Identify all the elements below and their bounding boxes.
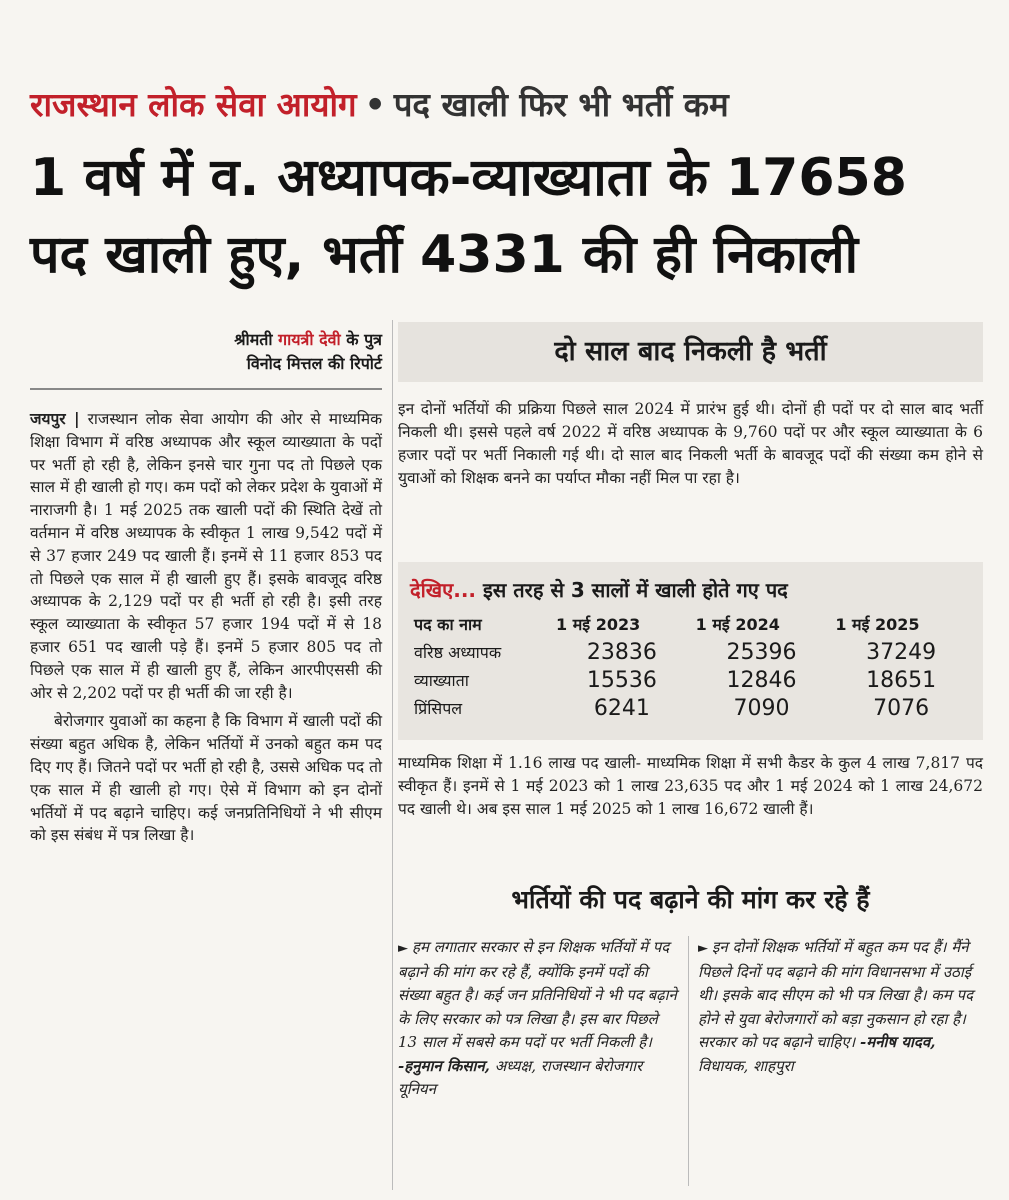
right-para-1: इन दोनों भर्तियों की प्रक्रिया पिछले साल 2024 में प्रारंभ हुई थी। दोनों ही पदों पर दो साल बाद भर्ती निकली थी। इससे पहले वर्ष 2022 में वरिष्ठ अध्यापक के 9,760 पदों पर और स्कूल व्याख्याता के 6 हजार पदों पर भर्ती निकाली गई थी। दो साल बाद निकली भर्ती के बावजूद पदों की संख्या कम होने से युवाओं को शिक्षक बनने का पर्याप्त मौका नहीं मिल पा रहा है। <box>398 400 983 487</box>
table-title-text: इस तरह से 3 सालों में खाली होते गए पद <box>482 578 788 602</box>
table-cell: 23836 <box>586 640 657 665</box>
kicker-line <box>30 80 980 130</box>
demand-heading: भर्तियों की पद बढ़ाने की मांग कर रहे हैं <box>511 885 870 914</box>
quote-1-text: हम लगातार सरकार से इन शिक्षक भर्तियों में पद बढ़ाने की मांग कर रहे हैं, क्योंकि इनमें पदों की संख्या बहुत है। कई जन प्रतिनिधियों ने भी पद बढ़ाने के लिए सरकार को पत्र लिखा है। इस बार पिछले 13 साल में सबसे कम पदों पर भर्ती निकली है। <box>398 938 677 1051</box>
dateline: जयपुर | <box>30 409 80 428</box>
table-cell: 15536 <box>586 668 657 693</box>
table-cell: 6241 <box>593 696 650 721</box>
table-cell: प्रिंसिपल <box>414 699 463 718</box>
table-cell: व्याख्याता <box>414 671 469 690</box>
vacancy-table-box <box>398 562 983 740</box>
table-row <box>410 639 971 667</box>
table-cell: 25396 <box>726 640 797 665</box>
table-cell: 37249 <box>866 640 937 665</box>
byline-highlight: गायत्री देवी <box>278 330 341 349</box>
byline <box>30 328 382 376</box>
table-header: पद का नाम <box>414 615 482 634</box>
table-title <box>410 576 971 603</box>
left-para-2: बेरोजगार युवाओं का कहना है कि विभाग में खाली पदों की संख्या बहुत अधिक है, लेकिन भर्तियों में उनको बहुत कम पद दिए गए हैं। जितने पदों पर भर्ती हो रही है, उससे अधिक पद तो एक साल में ही खाली हो गए। ऐसे में विभाग को इन दोनों भर्तियों में पद बढ़ाने चाहिए। कई जनप्रतिनिधियों ने भी सीएम को इस संबंध में पत्र लिखा है। <box>30 712 382 845</box>
table-header: 1 मई 2023 <box>556 615 641 634</box>
right-para-2: माध्यमिक शिक्षा में 1.16 लाख पद खाली- माध्यमिक शिक्षा में सभी कैडर के कुल 4 लाख 7,817 पद स्वीकृत हैं। इनमें से 1 मई 2023 को 1 लाख 23,635 पद और 1 मई 2024 को 1 लाख 24,672 पद खाली थे। अब इस साल 1 मई 2025 को 1 लाख 16,672 खाली हैं। <box>398 754 983 818</box>
table-cell: वरिष्ठ अध्यापक <box>414 643 502 662</box>
kicker-bullet: • <box>364 85 386 124</box>
table-cell: 7090 <box>733 696 790 721</box>
quote-divider <box>688 936 689 1186</box>
vacancy-table <box>410 613 971 723</box>
kicker-org: राजस्थान लोक सेवा आयोग <box>30 85 357 124</box>
byline-line-2: विनोद मित्तल की रिपोर्ट <box>246 354 382 373</box>
byline-suffix: के पुत्र <box>346 330 382 349</box>
byline-prefix: श्रीमती <box>234 330 273 349</box>
table-cell: 12846 <box>726 668 797 693</box>
column-divider <box>392 320 393 1190</box>
table-header: 1 मई 2025 <box>835 615 920 634</box>
quote-2-text: इन दोनों शिक्षक भर्तियों में बहुत कम पद हैं। मैंने पिछले दिनों पद बढ़ाने की मांग विधानसभा में उठाई थी। इसके बाद सीएम को भी पत्र लिखा है। कम पद होने से युवा बेरोजगारों को बड़ा नुकसान हो रहा है। सरकार को पद बढ़ाने चाहिए। <box>698 938 974 1051</box>
quote-2-role: विधायक, शाहपुरा <box>698 1056 794 1075</box>
kicker-subtitle: पद खाली फिर भी भर्ती कम <box>393 85 729 124</box>
quote-1-role: अध्यक्ष, राजस्थान बेरोजगार यूनियन <box>398 1056 643 1098</box>
byline-divider <box>30 388 382 390</box>
quote-arrow-icon: ► <box>398 941 408 956</box>
left-article <box>30 408 382 853</box>
table-cell: 7076 <box>873 696 930 721</box>
quote-2 <box>698 936 983 1078</box>
headline-line-2: पद खाली हुए, भर्ती 4331 की ही निकाली <box>30 225 859 285</box>
table-row <box>410 667 971 695</box>
left-para-1-text: राजस्थान लोक सेवा आयोग की ओर से माध्यमिक शिक्षा विभाग में वरिष्ठ अध्यापक और स्कूल व्याख्याता के पदों पर भर्ती हो रही है, लेकिन इनसे चार गुना पद तो पिछले एक साल में ही खाली हो गए। कम पदों को लेकर प्रदेश के युवाओं में नाराजगी है। 1 मई 2025 तक खाली पदों की स्थिति देखें तो वर्तमान में वरिष्ठ अध्यापक के स्वीकृत 1 लाख 9,542 पदों में से 37 हजार 249 पद खाली हैं। इनमें से 11 हजार 853 पद तो पिछले एक साल में ही खाली हुए हैं। इसके बावजूद वरिष्ठ अध्यापक के 2,129 पदों पर ही भर्ती हो रही है। इसी तरह स्कूल व्याख्याता के स्वीकृत 57 हजार 194 पदों में से 18 हजार 651 पद खाली पड़े हैं। इनमें 5 हजार 805 पद तो पिछले एक साल में ही खाली हुए हैं, लेकिन आरपीएससी की ओर से 2,202 पदों पर ही भर्ती की जा रही है। <box>30 410 382 702</box>
table-title-highlight: देखिए... <box>410 578 477 602</box>
left-para-1 <box>30 408 382 704</box>
quote-1-sign: -हनुमान किसान, <box>398 1056 490 1075</box>
quote-2-sign: -मनीष यादव, <box>860 1033 936 1051</box>
table-row <box>410 695 971 723</box>
headline-line-1: 1 वर्ष में व. अध्यापक-व्याख्याता के 17658 <box>30 148 907 208</box>
table-header: 1 मई 2024 <box>695 615 780 634</box>
table-cell: 18651 <box>866 668 937 693</box>
main-headline <box>30 140 985 294</box>
right-section-heading: दो साल बाद निकली है भर्ती <box>398 322 983 382</box>
quote-1 <box>398 936 680 1102</box>
quote-arrow-icon: ► <box>698 941 708 956</box>
